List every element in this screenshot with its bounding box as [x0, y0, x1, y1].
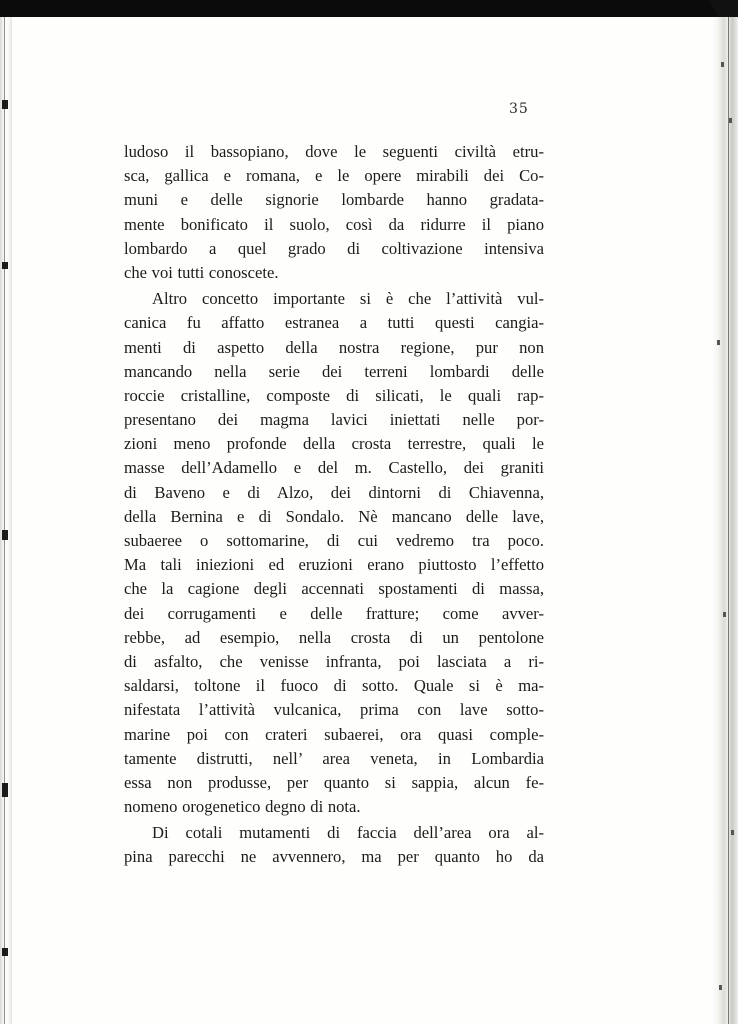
scan-left-mark	[2, 262, 8, 269]
paragraph	[124, 287, 544, 819]
text-line: Di cotali mutamenti di faccia dell’area ora al-	[152, 823, 544, 843]
scan-right-rule	[728, 17, 729, 1024]
text-line: muni e delle signorie lombarde hanno gradata-	[124, 190, 544, 210]
page-number: 35	[509, 101, 529, 117]
text-line: ludoso il bassopiano, dove le seguenti civiltà etru-	[124, 142, 544, 161]
text-line: della Bernina e di Sondalo. Nè mancano delle lave,	[124, 506, 544, 526]
scan-left-mark	[2, 530, 8, 540]
text-line: di asfalto, che venisse infranta, poi lasciata a ri-	[124, 651, 544, 671]
paragraph	[124, 140, 544, 285]
scan-left-rule	[4, 17, 5, 1024]
text-line: roccie cristalline, composte di silicati, le quali rap-	[124, 385, 544, 405]
text-line: mente bonificato il suolo, così da ridurre il piano	[124, 214, 544, 234]
text-line: marine poi con crateri subaerei, ora quasi comple-	[124, 724, 544, 744]
text-line: dei corrugamenti e delle fratture; come avver-	[124, 603, 544, 623]
scan-left-margin	[0, 17, 12, 1024]
text-line: canica fu affatto estranea a tutti questi cangia-	[124, 313, 544, 333]
text-line: presentano dei magma lavici iniettati nelle por-	[124, 410, 544, 430]
text-line: nifestata l’attività vulcanica, prima con lave sotto-	[124, 700, 544, 720]
text-line: tamente distrutti, nell’ area veneta, in Lombardia	[124, 748, 544, 768]
scan-speck	[731, 830, 734, 835]
text-line: pina parecchi ne avvennero, ma per quanto ho da	[124, 847, 544, 867]
text-line: subaeree o sottomarine, di cui vedremo tra poco.	[124, 531, 544, 550]
body-text	[124, 140, 544, 870]
text-line: sca, gallica e romana, e le opere mirabili dei Co-	[124, 166, 544, 186]
scan-right-margin	[712, 17, 738, 1024]
text-line: lombardo a quel grado di coltivazione intensiva	[124, 238, 544, 258]
scan-left-mark	[2, 948, 8, 956]
text-line: menti di aspetto della nostra regione, pur non	[124, 337, 544, 357]
text-line: zioni meno profonde della crosta terrestre, quali le	[124, 434, 544, 454]
text-line: mancando nella serie dei terreni lombardi delle	[124, 361, 544, 381]
text-line: che voi tutti conoscete.	[124, 262, 279, 282]
scan-top-border	[0, 0, 738, 17]
text-line: essa non produsse, per quanto si sappia, alcun fe-	[124, 772, 544, 792]
text-line: rebbe, ad esempio, nella crosta di un pentolone	[124, 627, 544, 647]
text-line: Altro concetto importante si è che l’attività vul-	[152, 289, 544, 309]
text-line: masse dell’Adamello e del m. Castello, dei graniti	[124, 458, 544, 478]
scan-left-mark	[2, 100, 8, 109]
text-line: saldarsi, toltone il fuoco di sotto. Quale si è ma-	[124, 676, 544, 696]
scan-speck	[723, 612, 726, 617]
scan-speck	[719, 985, 722, 990]
scan-left-mark	[2, 783, 8, 797]
paragraph	[124, 821, 544, 869]
text-line: nomeno orogenetico degno di nota.	[124, 797, 361, 817]
text-line: che la cagione degli accennati spostamenti di massa,	[124, 579, 544, 599]
scan-speck	[717, 340, 720, 345]
text-line: di Baveno e di Alzo, dei dintorni di Chiavenna,	[124, 482, 544, 502]
scan-speck	[721, 62, 724, 67]
scan-speck	[729, 118, 732, 123]
text-line: Ma tali iniezioni ed eruzioni erano piuttosto l’effetto	[124, 555, 544, 575]
